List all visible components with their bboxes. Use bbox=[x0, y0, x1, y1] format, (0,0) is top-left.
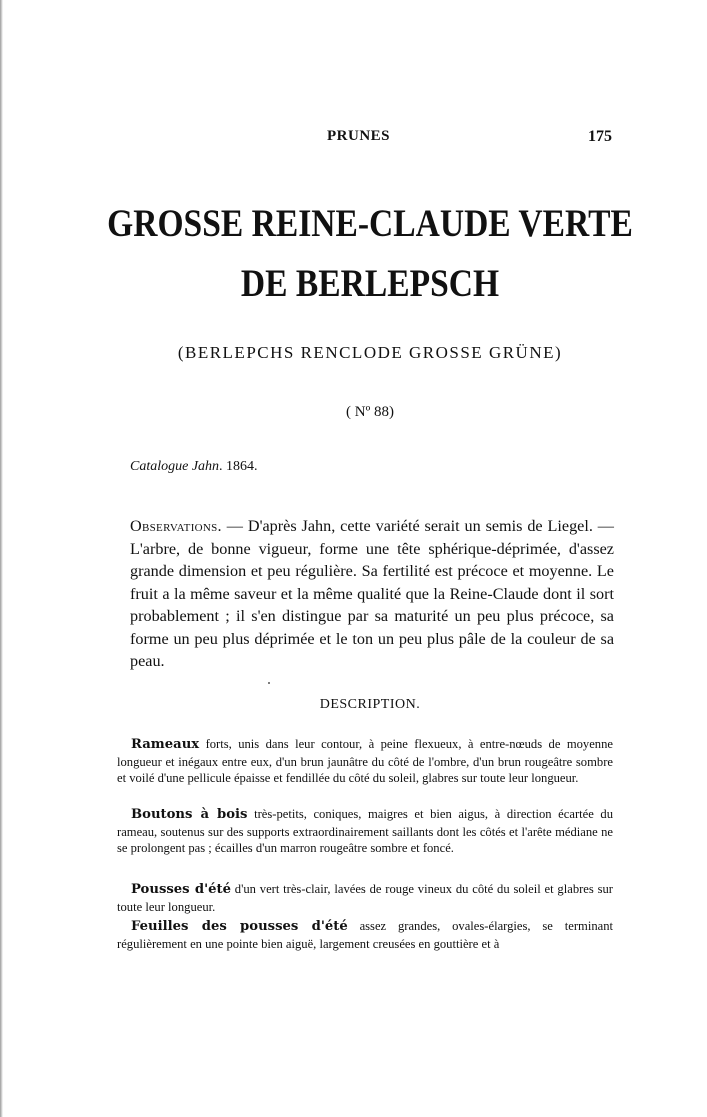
variety-number: ( Nº 88) bbox=[346, 404, 394, 420]
description-term: Rameaux bbox=[131, 737, 200, 752]
description-text: forts, unis dans leur contour, à peine flexueux, à entre-nœuds de moyenne longueur et inégaux entre eux, d'un brun jaunâtre du côté de l'ombre, d'un brun rougeâtre sombre et voilé d'une pellicule épaisse et fendillée du côté du soleil, glabres sur toute leur longueur. bbox=[117, 737, 613, 786]
description-text: très-petits, coniques, maigres et bien aigus, à direction écartée du rameau, soutenus sur des supports extraordinairement saillants dont les côtés et l'arête médiane ne se prolongent pas ; écailles d'un marron rougeâtre sombre et foncé. bbox=[117, 807, 613, 856]
description-text: d'un vert très-clair, lavées de rouge vineux du côté du soleil et glabres sur toute leur longueur. bbox=[117, 882, 613, 914]
description-paragraph bbox=[117, 736, 613, 787]
catalogue-name: Catalogue Jahn bbox=[130, 459, 220, 474]
page-edge-shadow bbox=[0, 0, 3, 1117]
description-heading: DESCRIPTION. bbox=[319, 697, 421, 712]
description-term: Boutons à bois bbox=[131, 807, 248, 822]
description-paragraph bbox=[117, 806, 613, 857]
description-paragraph bbox=[117, 881, 613, 915]
running-head: PRUNES bbox=[327, 128, 391, 144]
description-paragraph bbox=[117, 918, 613, 952]
title-subtitle: (BERLEPCHS RENCLODE GROSSE GRÜNE) bbox=[177, 343, 563, 362]
observations-text: — D'après Jahn, cette variété serait un semis de Liegel. — L'arbre, de bonne vigueur, forme une tête sphérique-déprimée, d'assez grande dimension et peu régulière. Sa fertilité est précoce et moyenne. Le fruit a la même saveur et la même qualité que la Reine-Claude dont il sort probablement ; il s'en distingue par sa maturité un peu plus précoce, sa forme un peu plus déprimée et le ton un peu plus pâle de la couleur de sa peau. bbox=[130, 517, 614, 670]
title-line-1: GROSSE REINE-CLAUDE VERTE bbox=[107, 202, 633, 245]
catalogue-year: . 1864. bbox=[219, 459, 258, 474]
description-term: Feuilles des pousses d'été bbox=[131, 919, 348, 934]
observations-paragraph bbox=[130, 515, 614, 673]
title-line-2: DE BERLEPSCH bbox=[240, 262, 500, 305]
observations-label: Observations. bbox=[130, 517, 222, 535]
description-text: assez grandes, ovales-élargies, se terminant régulièrement en une pointe bien aiguë, largement creusées en gouttière et à bbox=[117, 919, 613, 951]
description-term: Pousses d'été bbox=[131, 882, 231, 897]
catalogue-reference bbox=[130, 459, 258, 475]
print-speck bbox=[268, 682, 270, 684]
page-number: 175 bbox=[588, 128, 612, 145]
